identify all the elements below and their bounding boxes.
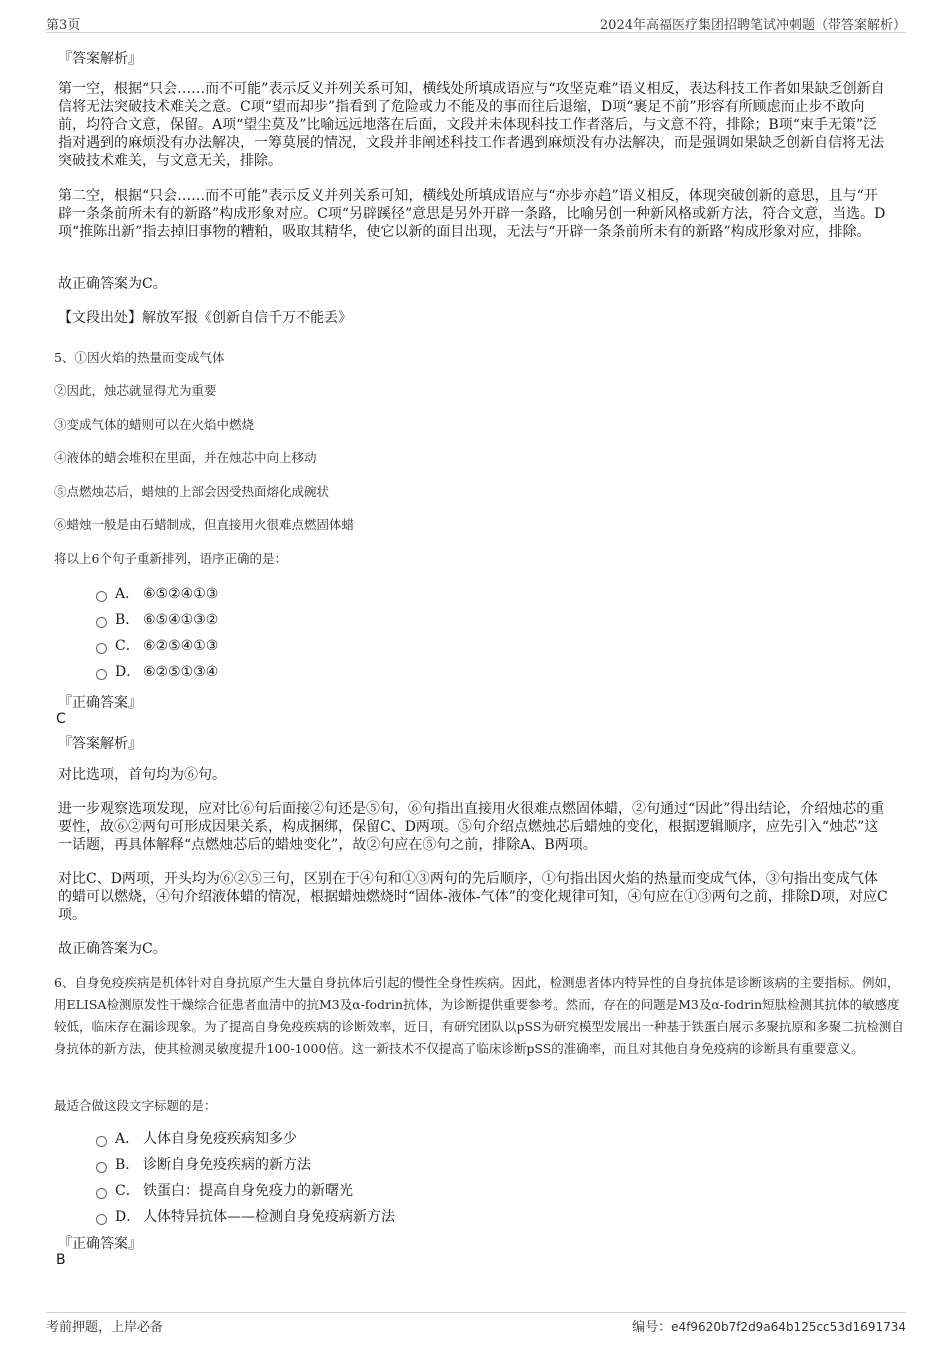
q5-sentence-3: ③变成气体的蜡则可以在火焰中燃烧 — [54, 417, 255, 432]
q6-option-d[interactable]: D． 人体特异抗体——检测自身免疫病新方法 — [96, 1204, 395, 1230]
q6-prompt: 最适合做这段文字标题的是： — [54, 1098, 217, 1113]
analysis-paragraph-2: 第二空，根据“只会……而不可能”表示反义并列关系可知，横线处所填成语应与“亦步亦趋”语义相反，体现突破创新的意思，且与“开辟一条条前所未有的新路”构成形象对应。C项“另辟蹊径”意思是另外开辟一条路，比喻另创一种新风格或新方法，符合文意，当选。D项“推陈出新”指去掉旧事物的糟粕，吸取其精华，使它以新的面目出现，无法与“开辟一条条前所未有的新路”构成形象对应，排除。 — [58, 188, 886, 240]
alpha-symbol: α — [711, 997, 720, 1012]
alpha-symbol: α — [352, 997, 361, 1012]
q5-analysis-1: 对比选项，首句均为⑥句。 — [58, 767, 226, 783]
q5-analysis-4: 故正确答案为C。 — [58, 941, 167, 957]
q5-analysis-3: 对比C、D两项，开头均为⑥②⑤三句，区别在于④句和①③两句的先后顺序，①句指出因火焰的热量而变成气体，③句指出变成气体的蜡可以燃烧，④句介绍液体蜡的情况，根据蜡烛燃烧时“固体-液体-气体”的变化规律可知，④句应在①③两句之前，排除D项，对应C项。 — [58, 871, 888, 923]
radio-icon[interactable] — [96, 1214, 107, 1225]
q5-prompt: 将以上6个句子重新排列，语序正确的是： — [54, 551, 287, 566]
q5-sentence-1: 5、①因火焰的热量而变成气体 — [54, 350, 225, 365]
radio-icon[interactable] — [96, 617, 107, 628]
source-text: 【文段出处】解放军报《创新自信千万不能丢》 — [58, 310, 352, 326]
radio-icon[interactable] — [96, 1136, 107, 1147]
q5-option-b[interactable]: B． ⑥⑤④①③② — [96, 607, 218, 633]
page-header — [46, 12, 906, 33]
page-footer — [46, 1312, 906, 1337]
q5-answer-label: 『正确答案』 — [58, 695, 142, 711]
q6-stem: 6、自身免疫疾病是机体针对自身抗原产生大量自身抗体后引起的慢性全身性疾病。因此，检测患者体内特异性的自身抗体是诊断该病的主要指标。例如，用ELISA检测原发性干燥综合征患者血清中的抗M3及α-fodrin抗体，为诊断提供重要参考。然而，存在的问题是M3及α-fodrin短肽检测其抗体的敏感度较低，临床存在漏诊现象。为了提高自身免疫疾病的诊断效率，近日，有研究团队以pSS为研究模型发展出一种基于铁蛋白展示多聚抗原和多聚二抗检测自身抗体的新方法，使其检测灵敏度提升100-1000倍。这一新技术不仅提高了临床诊断pSS的准确率，而且对其他自身免疫病的诊断具有重要意义。 — [54, 975, 904, 1056]
q6-options — [96, 1126, 395, 1230]
q5-options — [96, 581, 218, 685]
q6-option-c[interactable]: C． 铁蛋白：提高自身免疫力的新曙光 — [96, 1178, 395, 1204]
radio-icon[interactable] — [96, 1162, 107, 1173]
analysis-paragraph-1: 第一空，根据“只会……而不可能”表示反义并列关系可知，横线处所填成语应与“攻坚克难”语义相反，表达科技工作者如果缺乏创新自信将无法突破技术难关之意。C项“望而却步”指看到了危险或力不能及的事而往后退缩，D项“裹足不前”形容有所顾虑而止步不敢向前，均符合文意，保留。A项“望尘莫及”比喻远远地落在后面，文段并未体现科技工作者落后，与文意不符，排除；B项“束手无策”泛指对遇到的麻烦没有办法解决，一筹莫展的情况，文段并非阐述科技工作者遇到麻烦没有办法解决，而是强调如果缺乏创新自信将无法突破技术难关，与文意无关，排除。 — [58, 81, 885, 169]
q5-sentence-4: ④液体的蜡会堆积在里面，并在烛芯中向上移动 — [54, 450, 317, 465]
radio-icon[interactable] — [96, 669, 107, 680]
q6-option-b[interactable]: B． 诊断自身免疫疾病的新方法 — [96, 1152, 395, 1178]
q5-option-a[interactable]: A． ⑥⑤②④①③ — [96, 581, 218, 607]
q5-analysis-label: 『答案解析』 — [58, 736, 142, 752]
q5-sentence-5: ⑤点燃烛芯后，蜡烛的上部会因受热面熔化成碗状 — [54, 484, 330, 499]
q5-analysis-2: 进一步观察选项发现，应对比⑥句后面接②句还是⑤句，⑥句指出直接用火很难点燃固体蜡，②句通过“因此”得出结论，介绍烛芯的重要性，故⑥②两句可形成因果关系，构成捆绑，保留C、D两项。⑤句介绍点燃烛芯后蜡烛的变化，根据逻辑顺序，应先引入“烛芯”这一话题，再具体解释“点燃烛芯后的蜡烛变化”，故②句应在⑤句之前，排除A、B两项。 — [58, 801, 885, 853]
radio-icon[interactable] — [96, 643, 107, 654]
q6-answer-label: 『正确答案』 — [58, 1236, 142, 1252]
q5-sentence-2: ②因此，烛芯就显得尤为重要 — [54, 383, 217, 398]
q5-answer: C — [56, 711, 66, 727]
radio-icon[interactable] — [96, 1188, 107, 1199]
footer-slogan: 考前押题，上岸必备 — [46, 1320, 164, 1335]
q5-option-d[interactable]: D． ⑥②⑤①③④ — [96, 659, 218, 685]
q6-answer: B — [56, 1252, 66, 1268]
q5-sentence-6: ⑥蜡烛一般是由石蜡制成，但直接用火很难点燃固体蜡 — [54, 517, 355, 532]
page-number: 第3页 — [46, 18, 81, 33]
q6-option-a[interactable]: A． 人体自身免疫疾病知多少 — [96, 1126, 395, 1152]
document-title: 2024年高福医疗集团招聘笔试冲刺题（带答案解析） — [599, 18, 906, 33]
conclusion-text: 故正确答案为C。 — [58, 276, 167, 292]
q5-option-c[interactable]: C． ⑥②⑤④①③ — [96, 633, 218, 659]
footer-code: 编号：e4f9620b7f2d9a64b125cc53d1691734 — [632, 1320, 906, 1335]
analysis-label: 『答案解析』 — [58, 51, 142, 67]
radio-icon[interactable] — [96, 591, 107, 602]
